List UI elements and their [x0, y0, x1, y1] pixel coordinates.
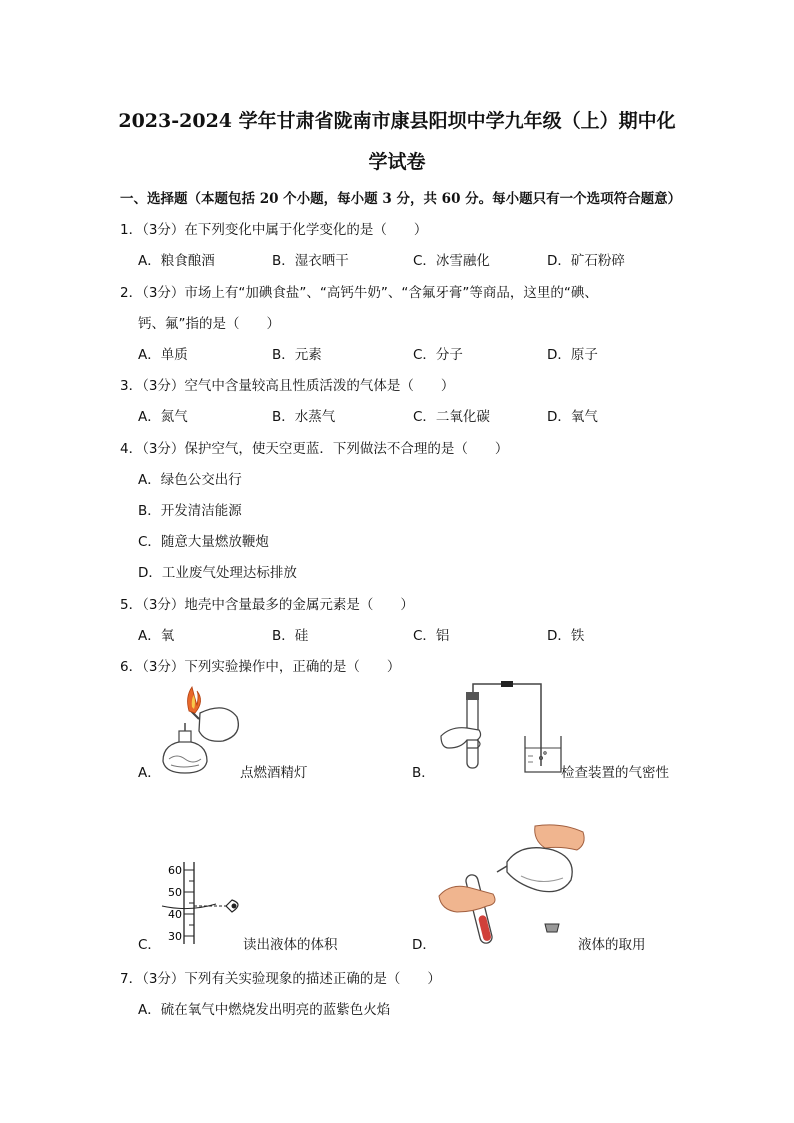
q5-option-d: D．铁 — [547, 628, 585, 644]
q7-option-a: A．硫在氧气中燃烧发出明亮的蓝紫色火焰 — [138, 1002, 391, 1018]
q6-caption-d: 液体的取用 — [578, 937, 646, 953]
q1-option-b: B．湿衣晒干 — [272, 253, 349, 269]
alcohol-lamp-illustration — [155, 683, 245, 778]
section-heading: 一、选择题（本题包括 20 个小题，每小题 3 分，共 60 分。每小题只有一个选项符合题意） — [120, 191, 682, 207]
exam-title-line1: 2023-2024 学年甘肃省陇南市康县阳坝中学九年级（上）期中化 — [118, 110, 676, 132]
liquid-pouring-illustration — [437, 820, 587, 950]
exam-title-line2: 学试卷 — [368, 151, 426, 173]
question-5-stem: 5．（3分）地壳中含量最多的金属元素是（ ） — [120, 597, 414, 613]
tick-label-30: 30 — [168, 930, 182, 943]
q6-caption-a: 点燃酒精灯 — [240, 765, 308, 781]
q6-option-b: B． — [412, 765, 435, 781]
question-3-stem: 3．（3分）空气中含量较高且性质活泼的气体是（ ） — [120, 378, 455, 394]
airtightness-apparatus-illustration — [437, 678, 567, 778]
q4-option-c: C．随意大量燃放鞭炮 — [138, 534, 269, 550]
q6-option-c: C． — [138, 937, 161, 953]
q4-option-d: D．工业废气处理达标排放 — [138, 565, 297, 581]
question-2-stem-cont: 钙、氟”指的是（ ） — [138, 316, 280, 332]
question-6-stem: 6．（3分）下列实验操作中，正确的是（ ） — [120, 659, 401, 675]
q1-option-a: A．粮食酿酒 — [138, 253, 215, 269]
q5-option-a: A．氧 — [138, 628, 175, 644]
q5-option-c: C．铝 — [413, 628, 450, 644]
q4-option-b: B．开发清洁能源 — [138, 503, 242, 519]
tick-label-40: 40 — [168, 908, 182, 921]
q6-option-d: D． — [412, 937, 436, 953]
question-7-stem: 7．（3分）下列有关实验现象的描述正确的是（ ） — [120, 971, 441, 987]
q2-option-d: D．原子 — [547, 347, 598, 363]
q6-caption-b: 检查装置的气密性 — [561, 765, 669, 781]
q3-option-d: D．氧气 — [547, 409, 598, 425]
question-1-stem: 1．（3分）在下列变化中属于化学变化的是（ ） — [120, 222, 428, 238]
graduated-cylinder-illustration — [160, 860, 250, 945]
q4-option-a: A．绿色公交出行 — [138, 472, 242, 488]
q2-option-a: A．单质 — [138, 347, 188, 363]
tick-label-60: 60 — [168, 864, 182, 877]
tick-label-50: 50 — [168, 886, 182, 899]
question-2-stem: 2．（3分）市场上有“加碘食盐”、“高钙牛奶”、“含氟牙膏”等商品，这里的“碘、 — [120, 285, 598, 301]
q2-option-c: C．分子 — [413, 347, 463, 363]
question-4-stem: 4．（3分）保护空气，使天空更蓝．下列做法不合理的是（ ） — [120, 441, 509, 457]
q3-option-c: C．二氧化碳 — [413, 409, 490, 425]
q6-caption-c: 读出液体的体积 — [243, 937, 338, 953]
q3-option-a: A．氮气 — [138, 409, 188, 425]
q1-option-d: D．矿石粉碎 — [547, 253, 625, 269]
q6-option-a: A． — [138, 765, 161, 781]
q1-option-c: C．冰雪融化 — [413, 253, 490, 269]
q5-option-b: B．硅 — [272, 628, 309, 644]
q2-option-b: B．元素 — [272, 347, 322, 363]
q3-option-b: B．水蒸气 — [272, 409, 336, 425]
